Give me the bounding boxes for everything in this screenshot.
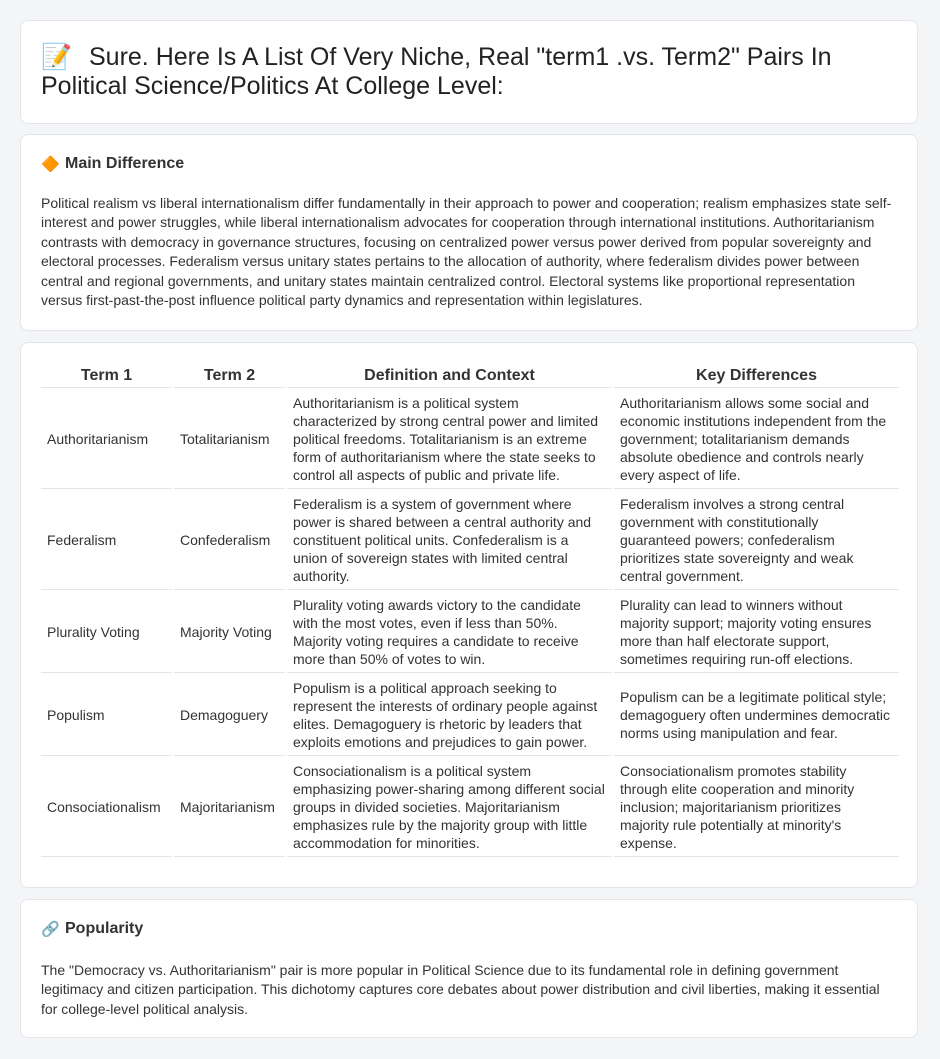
cell-definition: Plurality voting awards victory to the candidate with the most votes, even if less than 50%. Majority voting requires a candidate to receive more than 50% of votes to win. (286, 590, 613, 673)
main-difference-header (41, 155, 184, 173)
header-differences: Key Differences (613, 363, 899, 388)
cell-definition: Consociationalism is a political system emphasizing power-sharing among different social groups in divided societies. Majoritarianism emphasizes rule by the majority group with little accommodation for minorities. (286, 756, 613, 857)
link-icon: 🔗 (41, 921, 60, 938)
cell-differences: Consociationalism promotes stability through elite cooperation and minority inclusion; majoritarianism prioritizes majority rule potentially at minority's expense. (613, 756, 899, 857)
cell-definition: Populism is a political approach seeking to represent the interests of ordinary people against elites. Demagoguery is rhetoric by leaders that exploits emotions and prejudices to gain power. (286, 673, 613, 756)
cell-term1: Consociationalism (41, 756, 173, 857)
popularity-header (41, 920, 143, 938)
popularity-heading: Popularity (65, 920, 144, 937)
cell-term1: Authoritarianism (41, 388, 173, 489)
cell-term1: Federalism (41, 489, 173, 590)
page-title-text: Sure. Here Is A List Of Very Niche, Real "term1 .vs. Term2" Pairs In Political Science/Politics At College Level: (41, 43, 832, 100)
header-term2: Term 2 (173, 363, 286, 388)
header-term1: Term 1 (41, 363, 173, 388)
main-difference-heading: Main Difference (65, 155, 185, 172)
cell-definition: Federalism is a system of government where power is shared between a central authority and constituent political units. Confederalism is a union of sovereign states with limited central authority. (286, 489, 613, 590)
table-row (41, 388, 899, 489)
cell-term2: Demagoguery (173, 673, 286, 756)
cell-term2: Majority Voting (173, 590, 286, 673)
table-row (41, 673, 899, 756)
table-row (41, 756, 899, 857)
table-row (41, 489, 899, 590)
cell-differences: Populism can be a legitimate political style; demagoguery often undermines democratic norms using manipulation and fear. (613, 673, 899, 756)
cell-differences: Plurality can lead to winners without majority support; majority voting ensures more than half electorate support, sometimes requiring run-off elections. (613, 590, 899, 673)
table-header-row (41, 363, 899, 388)
comparison-table (41, 363, 899, 857)
title-card (20, 20, 918, 124)
main-difference-card (20, 134, 918, 331)
popularity-card (20, 899, 918, 1038)
cell-term1: Populism (41, 673, 173, 756)
cell-term2: Totalitarianism (173, 388, 286, 489)
cell-term2: Confederalism (173, 489, 286, 590)
header-definition: Definition and Context (286, 363, 613, 388)
table-row (41, 590, 899, 673)
comparison-table-card (20, 342, 918, 888)
popularity-text: The "Democracy vs. Authoritarianism" pair is more popular in Political Science due to its fundamental role in defining government legitimacy and citizen participation. This dichotomy captures core debates about power distribution and civil liberties, making it essential for college-level political analysis. (41, 962, 880, 1017)
cell-differences: Authoritarianism allows some social and economic institutions independent from the government; totalitarianism demands absolute obedience and controls nearly every aspect of life. (613, 388, 899, 489)
cell-term1: Plurality Voting (41, 590, 173, 673)
cell-definition: Authoritarianism is a political system characterized by strong central power and limited political freedoms. Totalitarianism is an extreme form of authoritarianism where the state seeks to control all aspects of public and private life. (286, 388, 613, 489)
memo-icon: 📝 (41, 43, 73, 71)
diamond-icon: 🔶 (41, 156, 60, 173)
page-title (41, 43, 901, 101)
main-difference-text: Political realism vs liberal internationalism differ fundamentally in their approach to power and cooperation; realism emphasizes state self-interest and power struggles, while liberal internationalism advocates for cooperation through international institutions. Authoritarianism contrasts with democracy in governance structures, focusing on centralized power versus power derived from popular sovereignty and electoral processes. Federalism versus unitary states pertains to the allocation of authority, where federalism divides power between central and regional governments, and unitary states maintain centralized control. Electoral systems like proportional representation versus first-past-the-post influence political party dynamics and representation within legislatures. (41, 195, 892, 309)
cell-differences: Federalism involves a strong central government with constitutionally guaranteed powers; confederalism prioritizes state sovereignty and weak central government. (613, 489, 899, 590)
cell-term2: Majoritarianism (173, 756, 286, 857)
